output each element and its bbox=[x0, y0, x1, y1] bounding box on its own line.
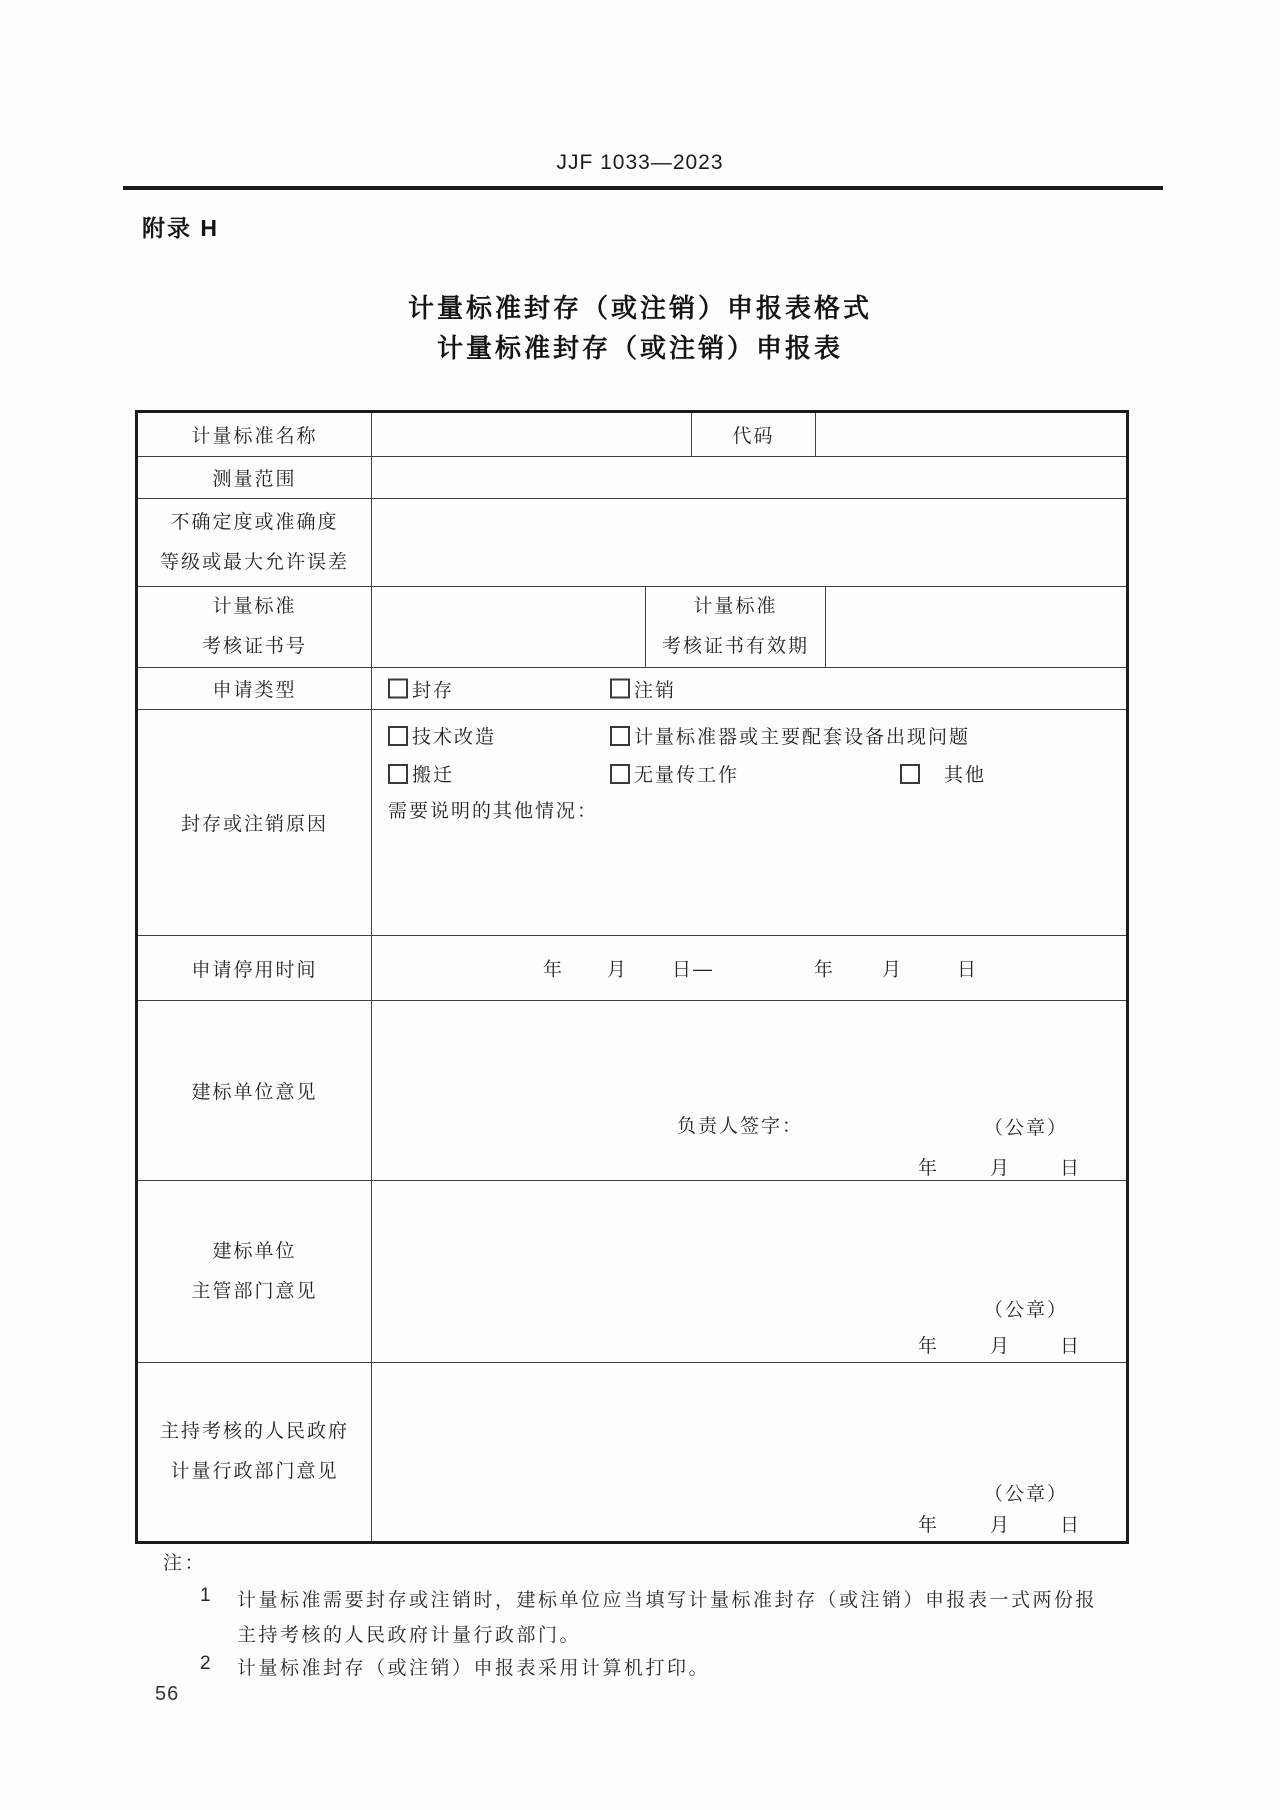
standard-name-label: 计量标准名称 bbox=[137, 412, 372, 457]
stop-time-field bbox=[372, 936, 1128, 1001]
certificate-validity-field bbox=[826, 587, 1128, 668]
other-situation-note: 需要说明的其他情况： bbox=[388, 801, 599, 822]
note-2-line1: 计量标准封存（或注销）申报表采用计算机打印。 bbox=[237, 1658, 711, 1679]
date-part: 年 bbox=[918, 1515, 940, 1536]
option-seal-storage: 封存 bbox=[388, 675, 454, 702]
date-part: 年 bbox=[918, 1336, 940, 1357]
date-part: 年 bbox=[918, 1158, 940, 1179]
table-row bbox=[137, 936, 1128, 1001]
checkbox-icon bbox=[388, 764, 408, 784]
checkbox-icon bbox=[388, 726, 408, 746]
page-number: 56 bbox=[155, 1683, 180, 1705]
date-part: 月 bbox=[990, 1515, 1012, 1536]
seal-label: （公章） bbox=[984, 1118, 1069, 1139]
option-technical-upgrade: 技术改造 bbox=[388, 722, 496, 749]
date-part: 日 bbox=[1060, 1336, 1082, 1357]
standard-code: JJF 1033—2023 bbox=[556, 151, 724, 174]
date-part: 月 bbox=[882, 959, 904, 981]
form-format-title: 计量标准封存（或注销）申报表格式 bbox=[407, 293, 872, 323]
code-field bbox=[816, 412, 1128, 457]
apply-type-field bbox=[372, 668, 1128, 710]
option-no-transfer-work: 无量传工作 bbox=[610, 760, 739, 787]
table-row bbox=[137, 710, 1128, 936]
date-part: 日— bbox=[672, 959, 715, 981]
note-1-line2: 主持考核的人民政府计量行政部门。 bbox=[237, 1625, 582, 1646]
header-rule bbox=[123, 186, 1163, 190]
option-other: 其他 bbox=[900, 760, 986, 787]
reason-label: 封存或注销原因 bbox=[137, 710, 372, 936]
form-title: 计量标准封存（或注销）申报表 bbox=[436, 333, 843, 363]
note-1-number: 1 bbox=[200, 1585, 211, 1606]
certificate-no-label: 计量标准 考核证书号 bbox=[137, 587, 372, 668]
standard-name-field bbox=[372, 412, 692, 457]
option-cancellation: 注销 bbox=[610, 675, 676, 702]
unit-opinion-label: 建标单位意见 bbox=[137, 1001, 372, 1181]
unit-opinion-field bbox=[372, 1001, 1128, 1181]
date-part: 日 bbox=[1060, 1515, 1082, 1536]
date-part: 月 bbox=[990, 1336, 1012, 1357]
range-field bbox=[372, 457, 1128, 499]
date-part: 年 bbox=[814, 959, 836, 981]
gov-opinion-field bbox=[372, 1363, 1128, 1543]
appendix-heading: 附录 H bbox=[142, 215, 219, 241]
sign-label: 负责人签字： bbox=[677, 1116, 804, 1137]
uncertainty-field bbox=[372, 499, 1128, 587]
uncertainty-label: 不确定度或准确度 等级或最大允许误差 bbox=[137, 499, 372, 587]
notes-heading: 注： bbox=[163, 1553, 207, 1574]
note-2-number: 2 bbox=[200, 1653, 211, 1674]
seal-label: （公章） bbox=[984, 1300, 1069, 1321]
table-row bbox=[137, 668, 1128, 710]
apply-type-label: 申请类型 bbox=[137, 668, 372, 710]
date-part: 月 bbox=[990, 1158, 1012, 1179]
range-label: 测量范围 bbox=[137, 457, 372, 499]
date-part: 月 bbox=[607, 959, 629, 981]
table-row bbox=[137, 1363, 1128, 1543]
stop-time-label: 申请停用时间 bbox=[137, 936, 372, 1001]
seal-label: （公章） bbox=[984, 1484, 1069, 1505]
checkbox-icon bbox=[610, 764, 630, 784]
date-part: 日 bbox=[1060, 1158, 1082, 1179]
table-row bbox=[137, 457, 1128, 499]
table-row bbox=[137, 1181, 1128, 1363]
date-part: 年 bbox=[543, 959, 565, 981]
application-form-table bbox=[135, 410, 1129, 1544]
gov-opinion-label: 主持考核的人民政府 计量行政部门意见 bbox=[137, 1363, 372, 1543]
option-equipment-problem: 计量标准器或主要配套设备出现问题 bbox=[610, 722, 970, 749]
table-row bbox=[137, 499, 1128, 587]
dept-opinion-label: 建标单位 主管部门意见 bbox=[137, 1181, 372, 1363]
certificate-no-field bbox=[372, 587, 646, 668]
certificate-validity-label: 计量标准 考核证书有效期 bbox=[646, 587, 826, 668]
option-relocation: 搬迁 bbox=[388, 760, 454, 787]
checkbox-icon bbox=[900, 764, 920, 784]
checkbox-icon bbox=[610, 679, 630, 699]
table-row bbox=[137, 1001, 1128, 1181]
note-1-line1: 计量标准需要封存或注销时，建标单位应当填写计量标准封存（或注销）申报表一式两份报 bbox=[237, 1590, 1098, 1611]
checkbox-icon bbox=[610, 726, 630, 746]
dept-opinion-field bbox=[372, 1181, 1128, 1363]
code-label: 代码 bbox=[692, 412, 816, 457]
checkbox-icon bbox=[388, 679, 408, 699]
table-row bbox=[137, 412, 1128, 457]
reason-field bbox=[372, 710, 1128, 936]
date-part: 日 bbox=[957, 959, 979, 981]
table-row bbox=[137, 587, 1128, 668]
